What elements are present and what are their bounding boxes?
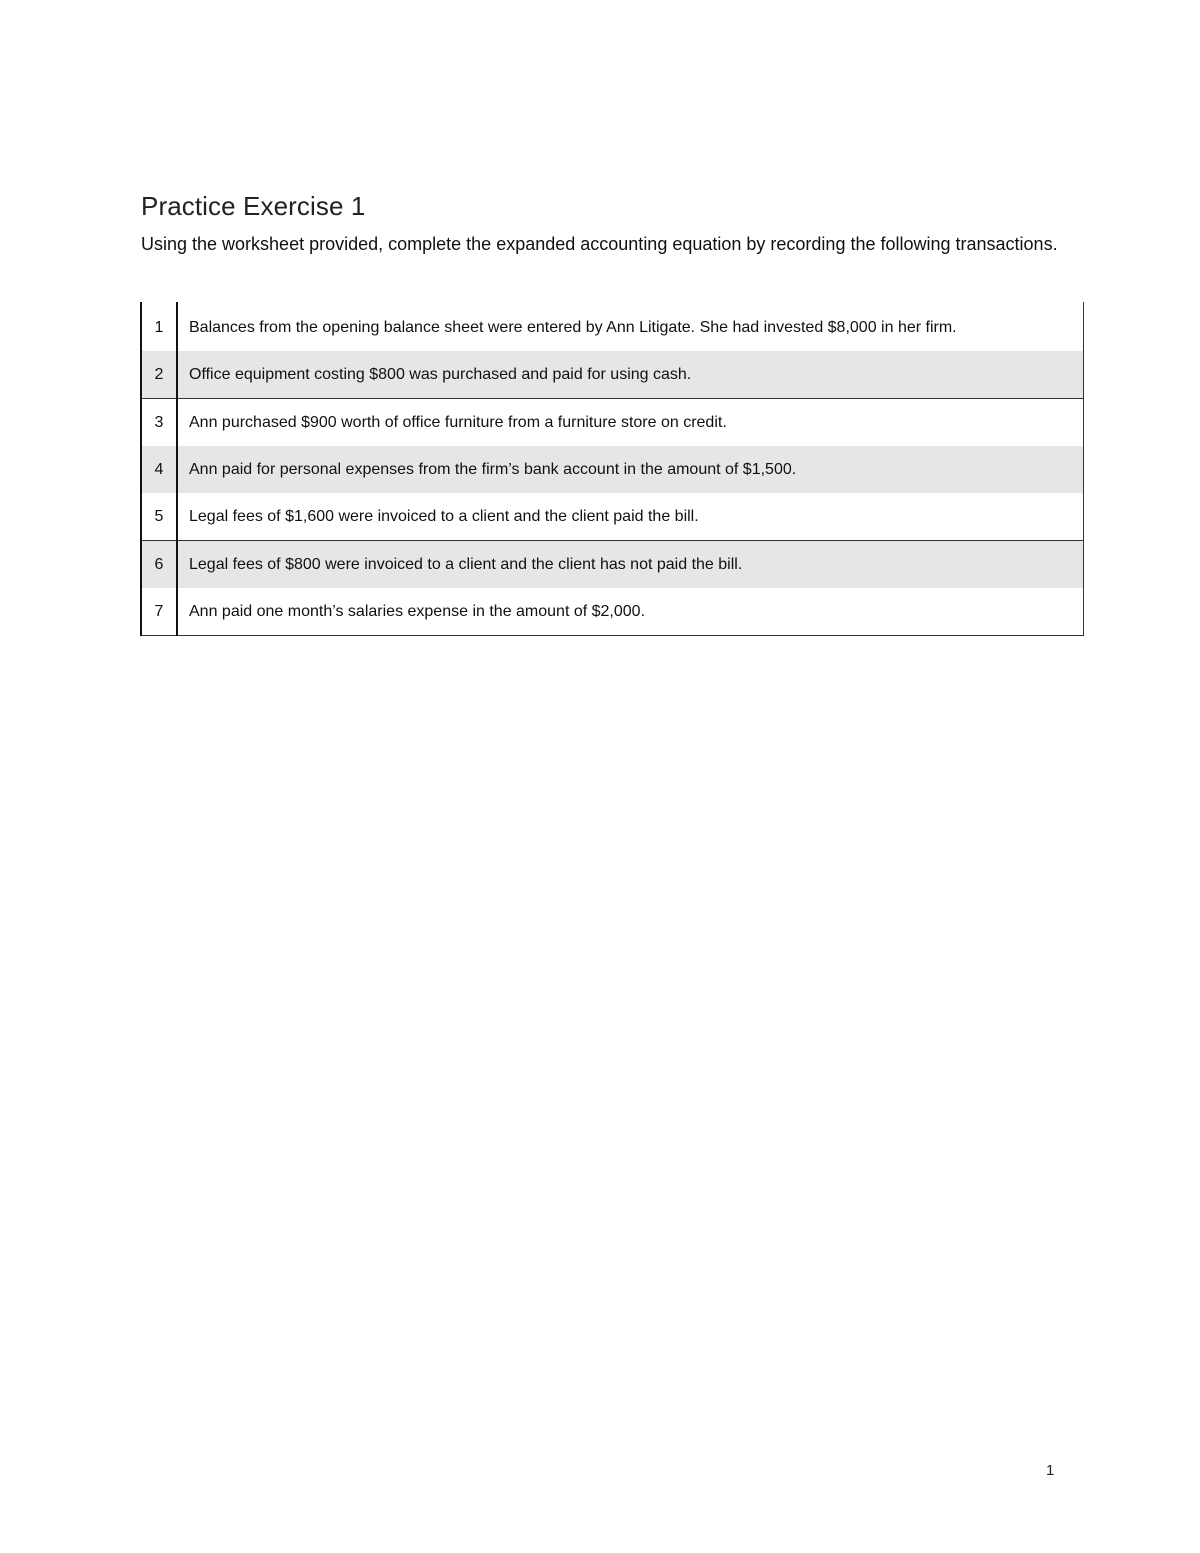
- transaction-description: Ann purchased $900 worth of office furniture from a furniture store on credit.: [177, 399, 1084, 447]
- table-row: [141, 446, 1084, 493]
- table-row: [141, 493, 1084, 541]
- transaction-number: 2: [141, 351, 177, 399]
- transaction-description: Legal fees of $1,600 were invoiced to a client and the client paid the bill.: [177, 493, 1084, 541]
- transaction-number: 7: [141, 588, 177, 636]
- page-title: Practice Exercise 1: [141, 191, 366, 221]
- transaction-number: 3: [141, 399, 177, 447]
- transaction-number: 5: [141, 493, 177, 541]
- instructions-paragraph: Using the worksheet provided, complete the expanded accounting equation by recording the following transactions.: [141, 234, 1058, 254]
- transaction-number: 4: [141, 446, 177, 493]
- transaction-description: Ann paid for personal expenses from the firm’s bank account in the amount of $1,500.: [177, 446, 1084, 493]
- transaction-description: Ann paid one month’s salaries expense in the amount of $2,000.: [177, 588, 1084, 636]
- table-row: [141, 302, 1084, 351]
- transaction-number: 6: [141, 541, 177, 589]
- table-row: [141, 588, 1084, 636]
- table-row: [141, 399, 1084, 447]
- table-row: [141, 541, 1084, 589]
- transactions-table: [140, 302, 1084, 636]
- transaction-description: Office equipment costing $800 was purchased and paid for using cash.: [177, 351, 1084, 399]
- transaction-number: 1: [141, 302, 177, 351]
- page-number: 1: [1046, 1462, 1055, 1479]
- table-row: [141, 351, 1084, 399]
- transaction-description: Legal fees of $800 were invoiced to a client and the client has not paid the bill.: [177, 541, 1084, 589]
- transaction-description: Balances from the opening balance sheet were entered by Ann Litigate. She had invested $8,000 in her firm.: [177, 302, 1084, 351]
